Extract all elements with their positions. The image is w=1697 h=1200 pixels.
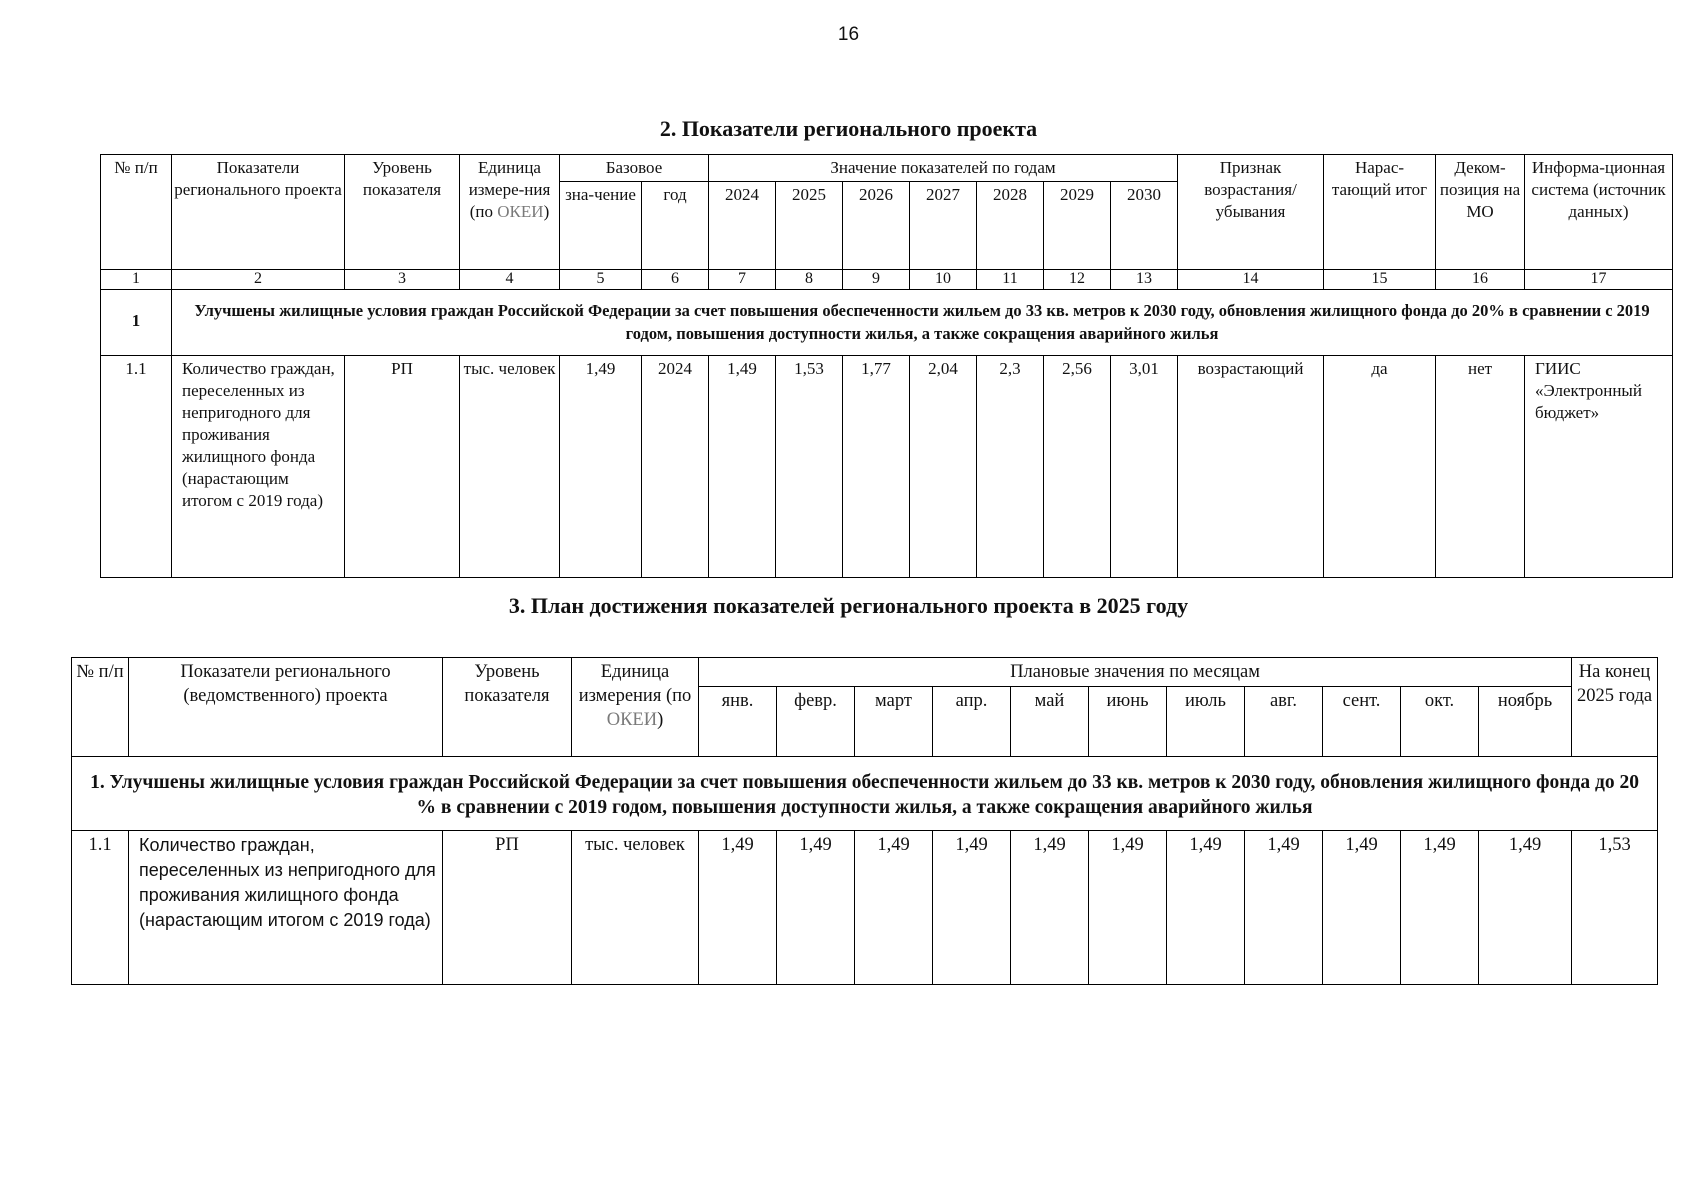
regional-indicators-table: [100, 154, 1673, 578]
row-value: 2,3: [977, 356, 1044, 578]
header-unit-suffix: ): [543, 202, 550, 221]
header-month: февр.: [777, 687, 855, 757]
header-base-year: год: [642, 182, 709, 270]
row-month-value: 1,49: [777, 831, 855, 985]
header-year-end: На конец 2025 года: [1572, 658, 1658, 757]
header-num: № п/п: [72, 658, 129, 757]
column-number: 16: [1436, 270, 1525, 290]
row-base-value: 1,49: [560, 356, 642, 578]
row-month-value: 1,49: [855, 831, 933, 985]
column-number: 10: [910, 270, 977, 290]
section-2-title: 2. Показатели регионального проекта: [659, 116, 1038, 141]
column-number: 14: [1178, 270, 1324, 290]
header-month: июнь: [1089, 687, 1167, 757]
column-number: 17: [1525, 270, 1673, 290]
row-level: РП: [443, 831, 572, 985]
section-3-title: 3. План достижения показателей регионального проекта в 2025 году: [508, 593, 1189, 618]
column-number: 13: [1111, 270, 1178, 290]
header-unit-text: Единица измерения (по: [578, 662, 692, 706]
header-values-by-year: Значение показателей по годам: [709, 155, 1178, 182]
row-unit: тыс. человек: [572, 831, 699, 985]
header-month: апр.: [933, 687, 1011, 757]
header-level: Уровень показателя: [443, 658, 572, 757]
header-month: авг.: [1245, 687, 1323, 757]
row-month-value: 1,49: [1011, 831, 1089, 985]
header-indicator: Показатели регионального (ведомственного) проекта: [129, 658, 443, 757]
row-month-value: 1,49: [1167, 831, 1245, 985]
row-value: 1,53: [776, 356, 843, 578]
row-trend: возрастающий: [1178, 356, 1324, 578]
column-number: 4: [460, 270, 560, 290]
row-indicator: Количество граждан, переселенных из непригодного для проживания жилищного фонда (нарастающим итогом с 2019 года): [129, 831, 443, 985]
table-row: [101, 356, 1673, 578]
row-decomposition: нет: [1436, 356, 1525, 578]
column-number: 2: [172, 270, 345, 290]
header-indicator: Показатели регионального проекта: [172, 155, 345, 270]
column-number: 8: [776, 270, 843, 290]
header-decomposition: Деком-позиция на МО: [1436, 155, 1525, 270]
row-indicator: Количество граждан, переселенных из непригодного для проживания жилищного фонда (нарастающим итогом с 2019 года): [172, 356, 345, 578]
header-year: 2028: [977, 182, 1044, 270]
row-month-value: 1,49: [933, 831, 1011, 985]
row-year-end: 1,53: [1572, 831, 1658, 985]
row-cumulative: да: [1324, 356, 1436, 578]
page-number: 16: [837, 24, 860, 45]
goal-text: 1. Улучшены жилищные условия граждан Российской Федерации за счет повышения обеспеченности жильем до 33 кв. метров к 2030 году, обновления жилищного фонда до 20 % в сравнении с 2019 годом, повышения доступности жилья, а также сокращения аварийного жилья: [72, 757, 1658, 831]
header-unit-text: Единица измере-ния (по: [468, 158, 551, 221]
row-info-system: ГИИС «Электронный бюджет»: [1525, 356, 1673, 578]
okei-link: ОКЕИ: [497, 202, 544, 221]
header-cumulative: Нарас-тающий итог: [1324, 155, 1436, 270]
header-unit-suffix: ): [657, 710, 664, 730]
row-base-year: 2024: [642, 356, 709, 578]
column-number: 12: [1044, 270, 1111, 290]
row-month-value: 1,49: [1245, 831, 1323, 985]
header-month: окт.: [1401, 687, 1479, 757]
row-month-value: 1,49: [1323, 831, 1401, 985]
column-number: 6: [642, 270, 709, 290]
column-number: 15: [1324, 270, 1436, 290]
header-month: июль: [1167, 687, 1245, 757]
column-number: 3: [345, 270, 460, 290]
column-number: 9: [843, 270, 910, 290]
header-month: сент.: [1323, 687, 1401, 757]
header-trend: Признак возрастания/ убывания: [1178, 155, 1324, 270]
column-number: 5: [560, 270, 642, 290]
row-value: 1,77: [843, 356, 910, 578]
header-base-value: зна-чение: [560, 182, 642, 270]
row-num: 1.1: [72, 831, 129, 985]
monthly-plan-table: [71, 657, 1658, 985]
row-value: 3,01: [1111, 356, 1178, 578]
row-unit: тыс. человек: [460, 356, 560, 578]
row-month-value: 1,49: [1401, 831, 1479, 985]
header-num: № п/п: [101, 155, 172, 270]
header-month: янв.: [699, 687, 777, 757]
header-unit: [460, 155, 560, 270]
header-level: Уровень показателя: [345, 155, 460, 270]
header-month: ноябрь: [1479, 687, 1572, 757]
header-year: 2030: [1111, 182, 1178, 270]
header-month: март: [855, 687, 933, 757]
row-month-value: 1,49: [1479, 831, 1572, 985]
row-value: 2,56: [1044, 356, 1111, 578]
header-unit: [572, 658, 699, 757]
header-year: 2027: [910, 182, 977, 270]
row-month-value: 1,49: [699, 831, 777, 985]
goal-number: 1: [101, 290, 172, 356]
row-level: РП: [345, 356, 460, 578]
header-month: май: [1011, 687, 1089, 757]
header-year: 2026: [843, 182, 910, 270]
header-year: 2024: [709, 182, 776, 270]
header-monthly: Плановые значения по месяцам: [699, 658, 1572, 687]
column-number: 1: [101, 270, 172, 290]
row-value: 1,49: [709, 356, 776, 578]
header-info-system: Информа-ционная система (источник данных): [1525, 155, 1673, 270]
goal-text: Улучшены жилищные условия граждан Российской Федерации за счет повышения обеспеченности жильем до 33 кв. метров к 2030 году, обновления жилищного фонда до 20% в сравнении с 2019 годом, повышения доступности жилья, а также сокращения аварийного жилья: [172, 290, 1673, 356]
column-number: 11: [977, 270, 1044, 290]
row-num: 1.1: [101, 356, 172, 578]
okei-link: ОКЕИ: [606, 710, 658, 730]
header-year: 2025: [776, 182, 843, 270]
header-base: Базовое: [560, 155, 709, 182]
column-number: 7: [709, 270, 776, 290]
table-row: [72, 831, 1658, 985]
row-value: 2,04: [910, 356, 977, 578]
header-year: 2029: [1044, 182, 1111, 270]
row-month-value: 1,49: [1089, 831, 1167, 985]
